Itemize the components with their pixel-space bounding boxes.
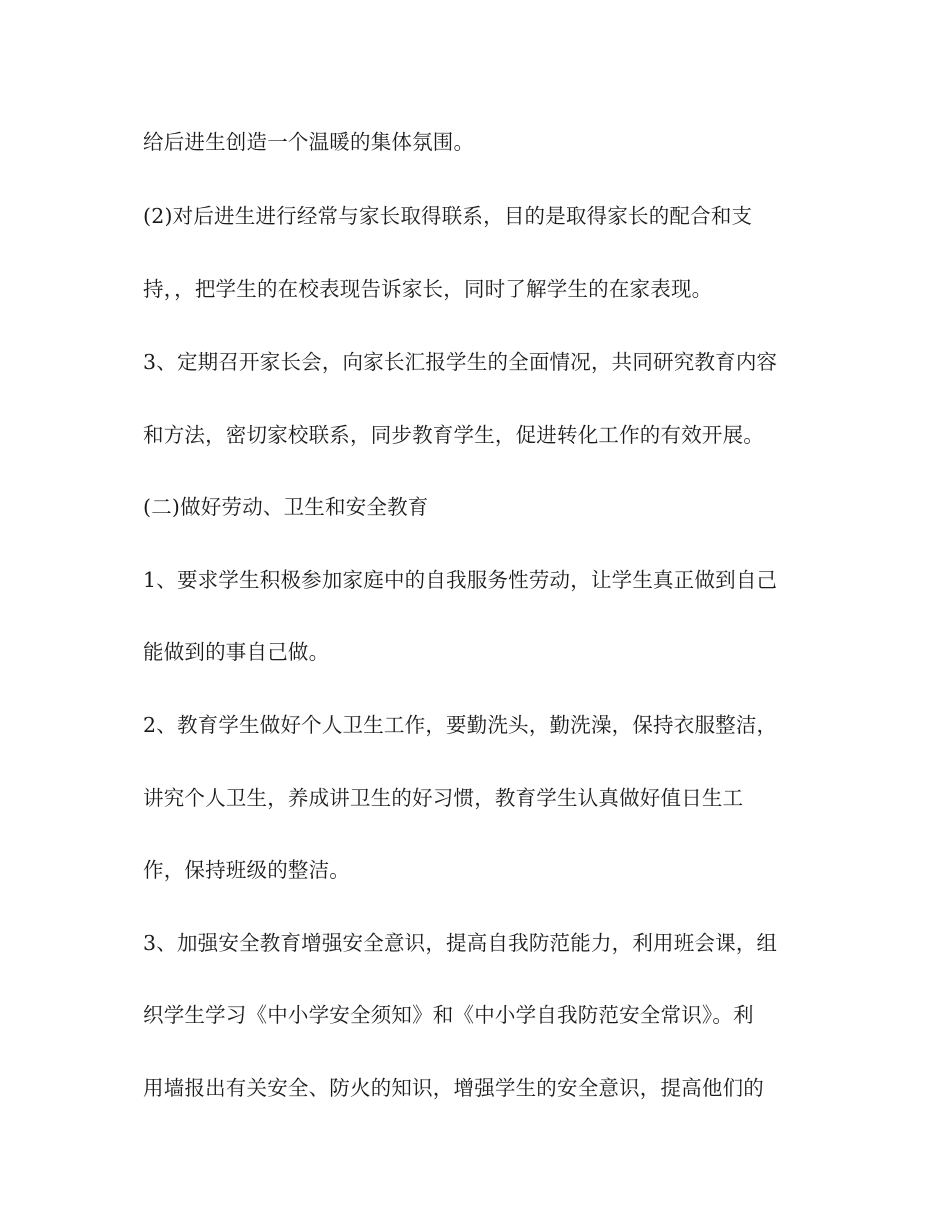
text-line: 讲究个人卫生，养成讲卫生的好习惯，教育学生认真做好值日生工 [143,786,744,810]
text-line: 持，，把学生的在校表现告诉家长，同时了解学生的在家表现。 [143,277,713,301]
text-line: 能做到的事自己做。 [143,640,330,664]
text-line: 作，保持班级的整洁。 [143,858,350,882]
text-line: 2、教育学生做好个人卫生工作，要勤洗头，勤洗澡，保持衣服整洁， [143,713,778,737]
text-line: 和方法，密切家校联系，同步教育学生，促进转化工作的有效开展。 [143,423,764,447]
text-line: (2)对后进生进行经常与家长取得联系，目的是取得家长的配合和支 [143,204,753,228]
text-line: 用墙报出有关安全、防火的知识，增强学生的安全意识，提高他们的 [143,1076,764,1100]
text-line: 给后进生创造一个温暖的集体氛围。 [143,130,475,154]
text-line: 1、要求学生积极参加家庭中的自我服务性劳动，让学生真正做到自己 [143,568,778,592]
section-heading: (二)做好劳动、卫生和安全教育 [143,495,429,519]
text-line: 织学生学习《中小学安全须知》和《中小学自我防范安全常识》。利 [143,1003,754,1027]
text-line: 3、加强安全教育增强安全意识，提高自我防范能力，利用班会课，组 [143,931,778,955]
text-line: 3、定期召开家长会，向家长汇报学生的全面情况，共同研究教育内容 [143,350,778,374]
